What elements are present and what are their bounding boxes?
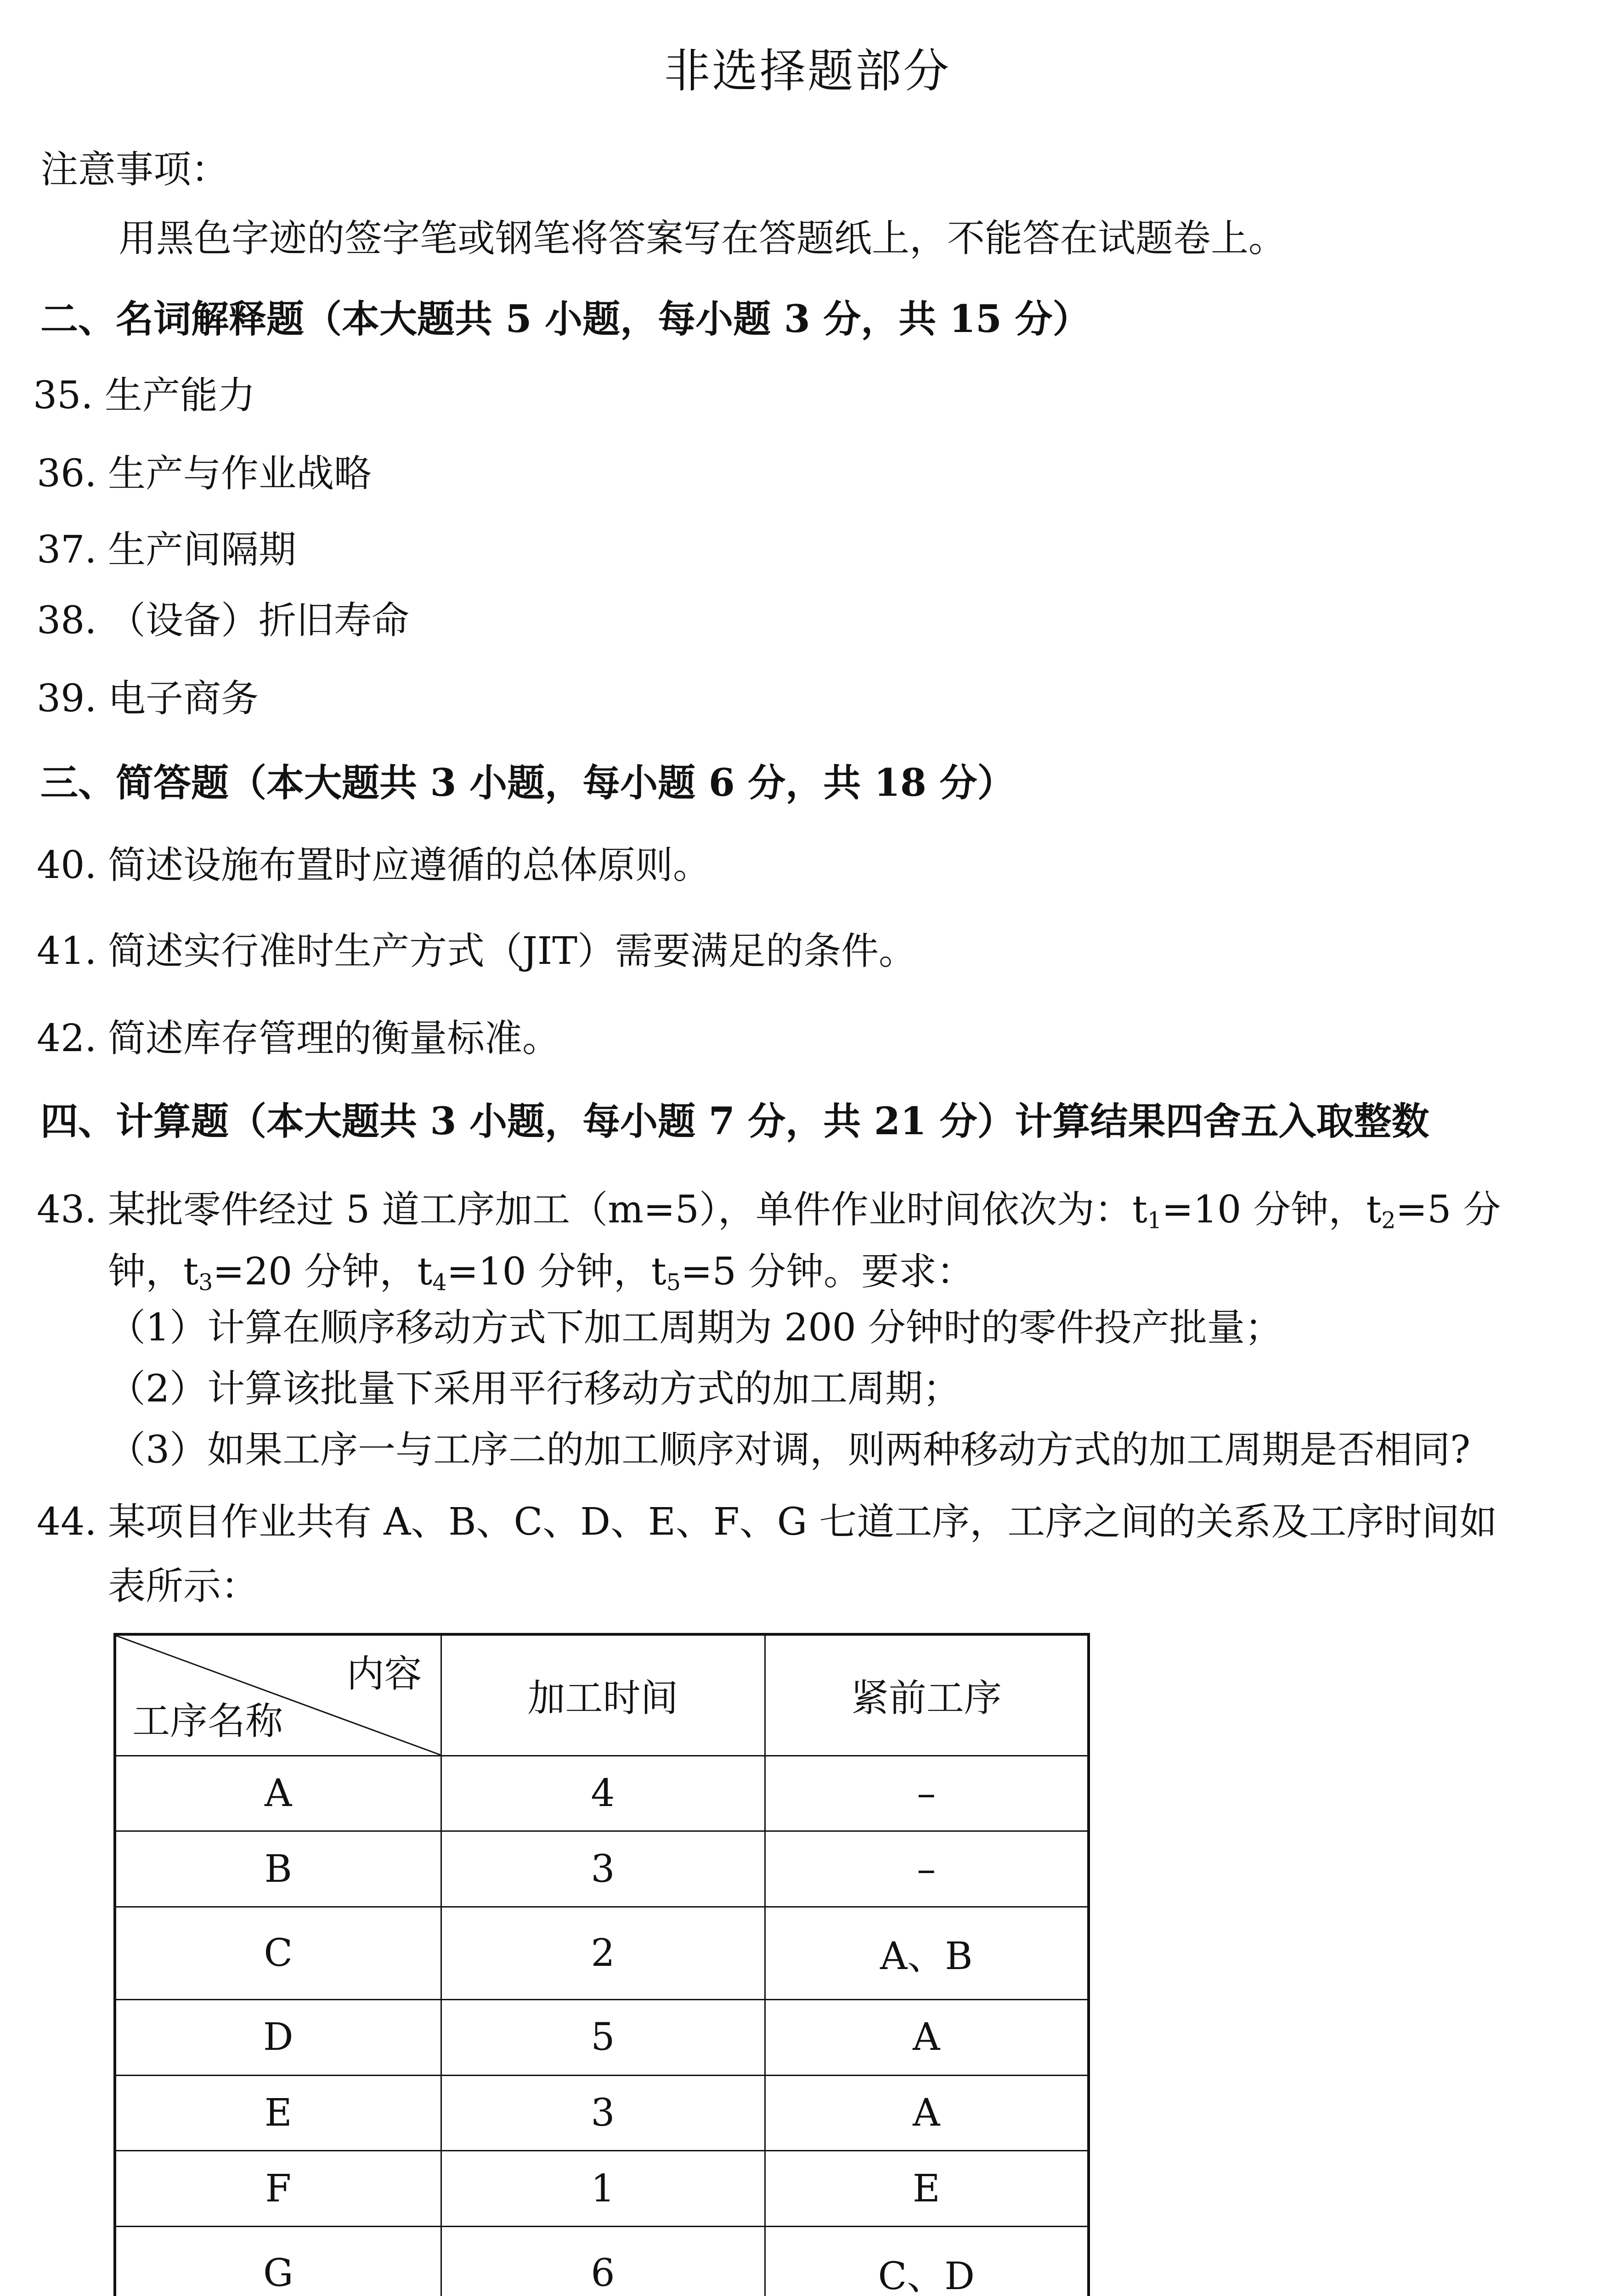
question-number: 40. bbox=[37, 844, 97, 887]
section4-heading: 四、计算题（本大题共 3 小题，每小题 7 分，共 21 分）计算结果四舍五入取整数 bbox=[40, 1099, 1429, 1143]
page-title: 非选择题部分 bbox=[664, 44, 951, 98]
question-text: 生产间隔期 bbox=[108, 528, 297, 572]
question-number: 39. bbox=[37, 677, 97, 720]
column-header-time: 加工时间 bbox=[441, 1634, 765, 1756]
section2-heading: 二、名词解释题（本大题共 5 小题，每小题 3 分，共 15 分） bbox=[40, 297, 1090, 341]
corner-top-label: 内容 bbox=[346, 1652, 422, 1696]
process-name-cell: C bbox=[115, 1907, 441, 2000]
t3-symbol: $t_3$ bbox=[183, 1250, 213, 1296]
question-number: 43. bbox=[37, 1188, 97, 1232]
question-number: 36. bbox=[37, 452, 97, 495]
question-text: 简述库存管理的衡量标准。 bbox=[108, 1017, 560, 1060]
table-row bbox=[115, 2075, 1089, 2151]
question-number: 35. bbox=[33, 374, 93, 417]
notice-text: 用黑色字迹的签字笔或钢笔将答案写在答题纸上，不能答在试题卷上。 bbox=[119, 217, 1287, 260]
predecessor-cell: A、B bbox=[765, 1907, 1089, 2000]
table-row bbox=[115, 1756, 1089, 1831]
t4-symbol: $t_4$ bbox=[417, 1250, 447, 1296]
t5-symbol: $t_5$ bbox=[651, 1250, 681, 1296]
question-text: 生产能力 bbox=[105, 374, 256, 417]
predecessor-cell: E bbox=[765, 2151, 1089, 2227]
question-text: 简述设施布置时应遵循的总体原则。 bbox=[108, 844, 711, 887]
process-time-cell: 3 bbox=[441, 1831, 765, 1907]
table-row bbox=[115, 2151, 1089, 2227]
table-row bbox=[115, 1907, 1089, 2000]
question-text: （设备）折旧寿命 bbox=[108, 599, 410, 642]
question-number: 44. bbox=[37, 1500, 97, 1544]
process-time-cell: 1 bbox=[441, 2151, 765, 2227]
q43-subquestion: （2）计算该批量下采用平行移动方式的加工周期； bbox=[108, 1367, 961, 1411]
q43-line2: 钟，$t_3=20$ 分钟，$t_4=10$ 分钟，$t_5=5$ 分钟。要求： bbox=[108, 1250, 974, 1296]
table-row bbox=[115, 1999, 1089, 2075]
question-text: 电子商务 bbox=[108, 677, 259, 720]
process-name-cell: B bbox=[115, 1831, 441, 1907]
process-time-cell: 4 bbox=[441, 1756, 765, 1831]
q43-subquestion: （3）如果工序一与工序二的加工顺序对调，则两种移动方式的加工周期是否相同? bbox=[108, 1428, 1471, 1472]
corner-bottom-label: 工序名称 bbox=[132, 1699, 283, 1743]
process-name-cell: F bbox=[115, 2151, 441, 2227]
q43-subquestion: （1）计算在顺序移动方式下加工周期为 200 分钟时的零件投产批量； bbox=[108, 1306, 1282, 1350]
process-name-cell: E bbox=[115, 2075, 441, 2151]
question-number: 37. bbox=[37, 528, 97, 572]
q44-line2: 表所示： bbox=[108, 1564, 259, 1608]
process-name-cell: D bbox=[115, 1999, 441, 2075]
table-row bbox=[115, 2227, 1089, 2296]
t2-symbol: $t_2$ bbox=[1366, 1188, 1396, 1234]
column-header-predecessor: 紧前工序 bbox=[765, 1634, 1089, 1756]
question-number: 41. bbox=[37, 929, 97, 973]
table-row bbox=[115, 1831, 1089, 1907]
notice-heading: 注意事项： bbox=[40, 148, 229, 191]
predecessor-cell: – bbox=[765, 1756, 1089, 1831]
predecessor-cell: A bbox=[765, 1999, 1089, 2075]
predecessor-cell: – bbox=[765, 1831, 1089, 1907]
q43-line1: 某批零件经过 5 道工序加工（m=5），单件作业时间依次为：$t_1=10$ 分钟，$t_2=5$ 分 bbox=[108, 1188, 1501, 1234]
question-text: 简述实行准时生产方式（JIT）需要满足的条件。 bbox=[108, 929, 916, 973]
t1-symbol: $t_1$ bbox=[1132, 1188, 1162, 1234]
process-name-cell: A bbox=[115, 1756, 441, 1831]
process-time-cell: 3 bbox=[441, 2075, 765, 2151]
q44-line1: 某项目作业共有 A、B、C、D、E、F、G 七道工序，工序之间的关系及工序时间如 bbox=[108, 1500, 1497, 1544]
process-time-cell: 5 bbox=[441, 1999, 765, 2075]
section3-heading: 三、简答题（本大题共 3 小题，每小题 6 分，共 18 分） bbox=[40, 761, 1015, 805]
question-number: 42. bbox=[37, 1017, 97, 1060]
process-time-cell: 2 bbox=[441, 1907, 765, 2000]
table-corner-cell bbox=[115, 1634, 441, 1756]
process-table bbox=[113, 1633, 1090, 2296]
predecessor-cell: A bbox=[765, 2075, 1089, 2151]
question-text: 生产与作业战略 bbox=[108, 452, 372, 495]
process-time-cell: 6 bbox=[441, 2227, 765, 2296]
predecessor-cell: C、D bbox=[765, 2227, 1089, 2296]
process-name-cell: G bbox=[115, 2227, 441, 2296]
question-number: 38. bbox=[37, 599, 97, 642]
table-header-row bbox=[115, 1634, 1089, 1756]
